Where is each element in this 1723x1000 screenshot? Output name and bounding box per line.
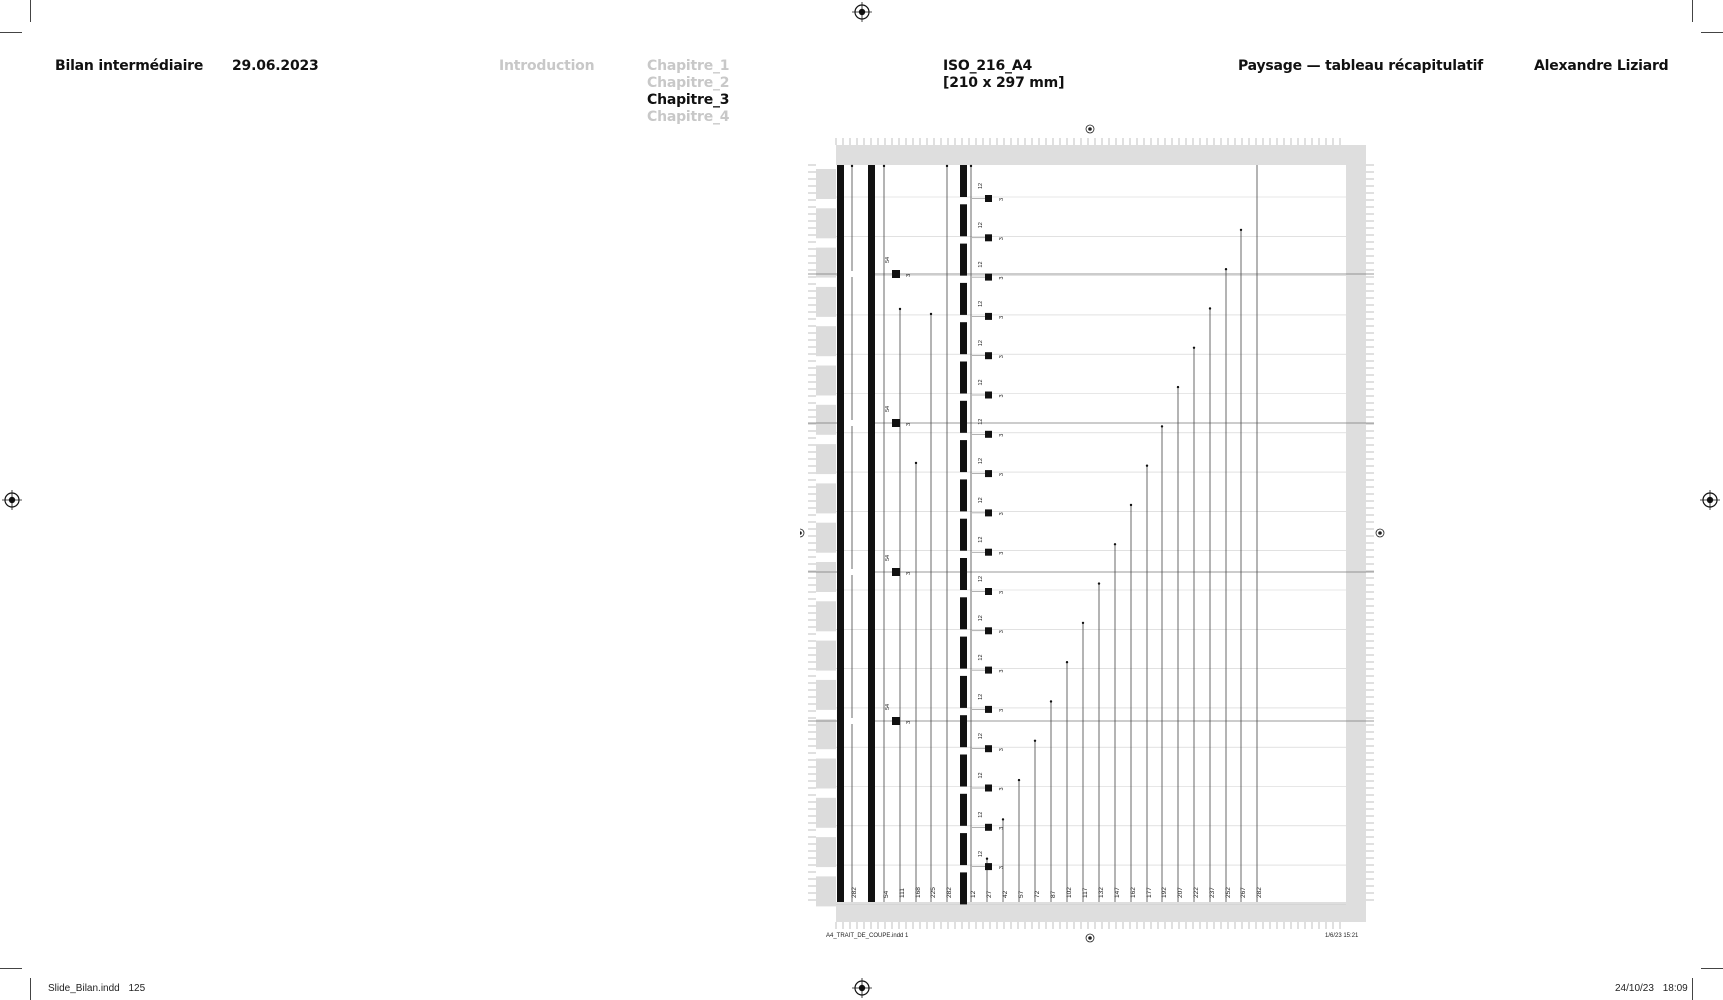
nav-link-label: Introduction	[499, 58, 595, 74]
bottom-value-label: 192	[1161, 887, 1168, 898]
crop-mark	[1692, 0, 1693, 22]
frame-side-block	[816, 641, 836, 671]
frame-side-block	[816, 444, 836, 474]
cut-square-small	[985, 431, 992, 438]
cut-square-small	[985, 667, 992, 674]
crop-mark	[1692, 978, 1693, 1000]
label-3: 3	[999, 630, 1005, 634]
frame-side-block	[816, 680, 836, 710]
measure-line-marker	[883, 165, 885, 167]
measure-line-marker	[1161, 425, 1163, 427]
cut-square-small	[985, 785, 992, 792]
format-size: [210 x 297 mm]	[943, 75, 1065, 91]
cut-line-summary-figure	[800, 120, 1400, 950]
document-title: Bilan intermédiaire	[55, 58, 204, 74]
format-block	[943, 58, 1064, 92]
measure-line-marker	[1082, 622, 1084, 624]
label-54: 54	[885, 554, 891, 561]
measure-line-marker	[899, 308, 901, 310]
label-12: 12	[978, 733, 984, 740]
measure-line-marker	[1193, 347, 1195, 349]
frame-side-block	[816, 483, 836, 513]
frame-band-right	[1346, 145, 1366, 922]
bottom-value-label: 237	[1209, 887, 1216, 898]
frame-side-block	[816, 876, 836, 906]
label-12: 12	[978, 772, 984, 779]
label-3: 3	[999, 197, 1005, 201]
label-3: 3	[999, 512, 1005, 516]
measure-line-marker	[1225, 268, 1227, 270]
frame-band-top	[816, 145, 1366, 165]
chapter-nav	[647, 58, 729, 126]
cut-square-small	[985, 274, 992, 281]
label-12: 12	[978, 654, 984, 661]
label-12: 12	[978, 811, 984, 818]
bottom-value-label: 132	[1098, 887, 1105, 898]
bottom-value-label: 282	[851, 887, 858, 898]
author-name: Alexandre Liziard	[1534, 58, 1669, 74]
cut-square-large	[892, 717, 900, 725]
label-12: 12	[978, 615, 984, 622]
label-3: 3	[999, 237, 1005, 241]
label-3: 3	[999, 748, 1005, 752]
cut-square-large	[892, 270, 900, 278]
bottom-value-label: 117	[1082, 887, 1089, 898]
footer-file-info	[48, 983, 145, 994]
label-3: 3	[999, 433, 1005, 437]
bottom-value-label: 72	[1034, 890, 1041, 898]
measure-line-marker	[1002, 818, 1004, 820]
label-3: 3	[999, 866, 1005, 870]
frame-side-block	[816, 601, 836, 631]
label-3: 3	[999, 355, 1005, 359]
bar-segment	[960, 637, 967, 669]
figure-file-timestamp: 1/6/23 15:21	[1325, 933, 1359, 939]
measure-line-marker	[946, 165, 948, 167]
label-3: 3	[999, 394, 1005, 398]
label-3: 3	[999, 708, 1005, 712]
crop-mark	[0, 32, 22, 33]
measure-line-marker	[1066, 661, 1068, 663]
bottom-value-label: 27	[986, 890, 993, 898]
cut-square-small	[985, 627, 992, 634]
bottom-value-label: 102	[1066, 887, 1073, 898]
cut-square-large	[892, 419, 900, 427]
bar-segment	[960, 165, 967, 197]
label-12: 12	[978, 457, 984, 465]
footer-timestamp	[1615, 983, 1688, 994]
section-title: Paysage — tableau récapitulatif	[1238, 58, 1484, 74]
bar-segment	[960, 244, 967, 276]
label-3: 3	[906, 422, 912, 426]
bar-segment	[960, 833, 967, 865]
frame-side-block	[816, 562, 836, 592]
cut-square-small	[985, 706, 992, 713]
bottom-value-label: 177	[1146, 887, 1153, 898]
label-54: 54	[885, 405, 891, 412]
bar-segment	[960, 519, 967, 551]
bottom-value-label: 162	[1130, 887, 1137, 898]
cut-square-large	[892, 568, 900, 576]
registration-mark-left-icon	[2, 490, 22, 510]
label-3: 3	[906, 273, 912, 277]
bottom-value-label: 267	[1240, 887, 1247, 898]
nav-link-chapitre-2[interactable]: Chapitre_2	[647, 75, 730, 91]
bar-segment	[960, 362, 967, 394]
frame-band-bottom	[816, 902, 1366, 922]
bottom-value-label: 54	[883, 890, 890, 898]
bar-segment	[960, 558, 967, 590]
label-3: 3	[999, 473, 1005, 477]
bottom-value-label: 282	[946, 887, 953, 898]
bottom-value-label: 222	[1193, 887, 1200, 898]
bottom-value-label: 225	[930, 887, 937, 898]
cut-square-small	[985, 195, 992, 202]
bottom-value-label: 207	[1177, 887, 1184, 898]
crop-mark	[30, 978, 31, 1000]
bottom-value-label: 42	[1002, 890, 1009, 898]
bottom-value-label: 57	[1018, 890, 1025, 898]
label-12: 12	[978, 850, 984, 858]
measure-line-marker	[970, 165, 972, 167]
cut-square-small	[985, 549, 992, 556]
bar-thick-2	[868, 165, 875, 902]
cut-gap	[844, 420, 868, 426]
cut-square-small	[985, 509, 992, 516]
label-12: 12	[978, 340, 984, 347]
frame-side-block	[816, 326, 836, 356]
label-12: 12	[978, 182, 984, 189]
label-12: 12	[978, 693, 984, 700]
footer-date: 24/10/23	[1615, 983, 1654, 994]
bar-segment	[960, 755, 967, 787]
footer-filename: Slide_Bilan.indd	[48, 983, 120, 994]
figure-registration-icon	[1088, 936, 1092, 940]
bar-segment	[960, 872, 967, 904]
label-12: 12	[978, 300, 984, 307]
figure-registration-icon	[1088, 127, 1092, 131]
label-3: 3	[999, 787, 1005, 791]
cut-square-small	[985, 824, 992, 831]
bottom-value-label: 111	[899, 888, 906, 898]
measure-line-marker	[851, 165, 853, 167]
cut-square-small	[985, 352, 992, 359]
bar-segment	[960, 322, 967, 354]
bottom-value-label: 252	[1225, 887, 1232, 898]
measure-line-marker	[1130, 504, 1132, 506]
measure-line-marker	[930, 313, 932, 315]
label-12: 12	[978, 222, 984, 229]
nav-link-introduction[interactable]	[499, 58, 594, 74]
label-3: 3	[906, 571, 912, 575]
measure-line-marker	[1209, 307, 1211, 309]
crop-mark	[0, 968, 22, 969]
measure-line-marker	[1050, 700, 1052, 702]
label-12: 12	[978, 261, 984, 268]
measure-line-marker	[915, 462, 917, 464]
measure-line-marker	[1146, 465, 1148, 467]
cut-square-small	[985, 745, 992, 752]
registration-mark-top-icon	[852, 2, 872, 22]
cut-square-small	[985, 863, 992, 870]
registration-mark-bottom-icon	[852, 978, 872, 998]
crop-mark	[1701, 968, 1723, 969]
cut-gap	[844, 569, 868, 575]
label-3: 3	[999, 315, 1005, 319]
crop-mark	[1701, 32, 1723, 33]
cut-gap	[844, 271, 868, 277]
figure-registration-icon	[800, 531, 802, 535]
frame-side-block	[816, 169, 836, 199]
bottom-value-label: 168	[915, 887, 922, 898]
bar-segment	[960, 479, 967, 511]
bar-segment	[960, 440, 967, 472]
measure-line-marker	[1098, 582, 1100, 584]
frame-side-block	[816, 366, 836, 396]
footer-page-number: 125	[128, 983, 146, 994]
nav-link-chapitre-3[interactable]: Chapitre_3	[647, 92, 730, 108]
cut-square-small	[985, 588, 992, 595]
frame-side-block	[816, 523, 836, 553]
cut-square-small	[985, 392, 992, 399]
label-12: 12	[978, 575, 984, 582]
measure-line-marker	[1114, 543, 1116, 545]
nav-link-chapitre-4[interactable]: Chapitre_4	[647, 109, 730, 125]
measure-line-marker	[1034, 740, 1036, 742]
document-date: 29.06.2023	[232, 58, 319, 74]
label-12: 12	[978, 418, 984, 425]
label-3: 3	[906, 720, 912, 724]
measure-line-marker	[986, 858, 988, 860]
label-12: 12	[978, 379, 984, 386]
frame-side-block	[816, 837, 836, 867]
registration-mark-right-icon	[1700, 490, 1720, 510]
label-12: 12	[978, 536, 984, 543]
label-12: 12	[978, 497, 984, 504]
cut-square-small	[985, 470, 992, 477]
frame-side-block	[816, 405, 836, 435]
bar-segment	[960, 597, 967, 629]
bottom-value-label: 147	[1114, 887, 1121, 898]
bottom-value-label: 12	[970, 890, 977, 898]
bar-segment	[960, 676, 967, 708]
label-3: 3	[999, 276, 1005, 280]
figure-file-caption: A4_TRAIT_DE_COUPE.indd 1	[826, 933, 909, 939]
frame-side-block	[816, 287, 836, 317]
bar-thick-1	[837, 165, 844, 902]
frame-side-block	[816, 248, 836, 278]
frame-side-block	[816, 719, 836, 749]
measure-line-marker	[1018, 779, 1020, 781]
bottom-value-label: 87	[1050, 890, 1057, 898]
cut-square-small	[985, 313, 992, 320]
cut-square-small	[985, 234, 992, 241]
label-54: 54	[885, 256, 891, 263]
format-name: ISO_216_A4	[943, 58, 1032, 74]
crop-mark	[30, 0, 31, 22]
label-3: 3	[999, 551, 1005, 555]
frame-side-block	[816, 208, 836, 238]
cut-gap	[844, 718, 868, 724]
figure-registration-icon	[1378, 531, 1382, 535]
frame-side-block	[816, 759, 836, 789]
bar-segment	[960, 715, 967, 747]
label-3: 3	[999, 826, 1005, 830]
footer-time: 18:09	[1662, 983, 1688, 994]
bar-segment	[960, 283, 967, 315]
bar-segment	[960, 204, 967, 236]
measure-line-marker	[1177, 386, 1179, 388]
measure-line-marker	[1240, 229, 1242, 231]
bar-segment	[960, 401, 967, 433]
label-3: 3	[999, 590, 1005, 594]
nav-link-chapitre-1[interactable]: Chapitre_1	[647, 58, 730, 74]
label-54: 54	[885, 703, 891, 710]
bar-segment	[960, 794, 967, 826]
label-3: 3	[999, 669, 1005, 673]
frame-side-block	[816, 798, 836, 828]
bottom-value-label: 282	[1256, 887, 1263, 898]
